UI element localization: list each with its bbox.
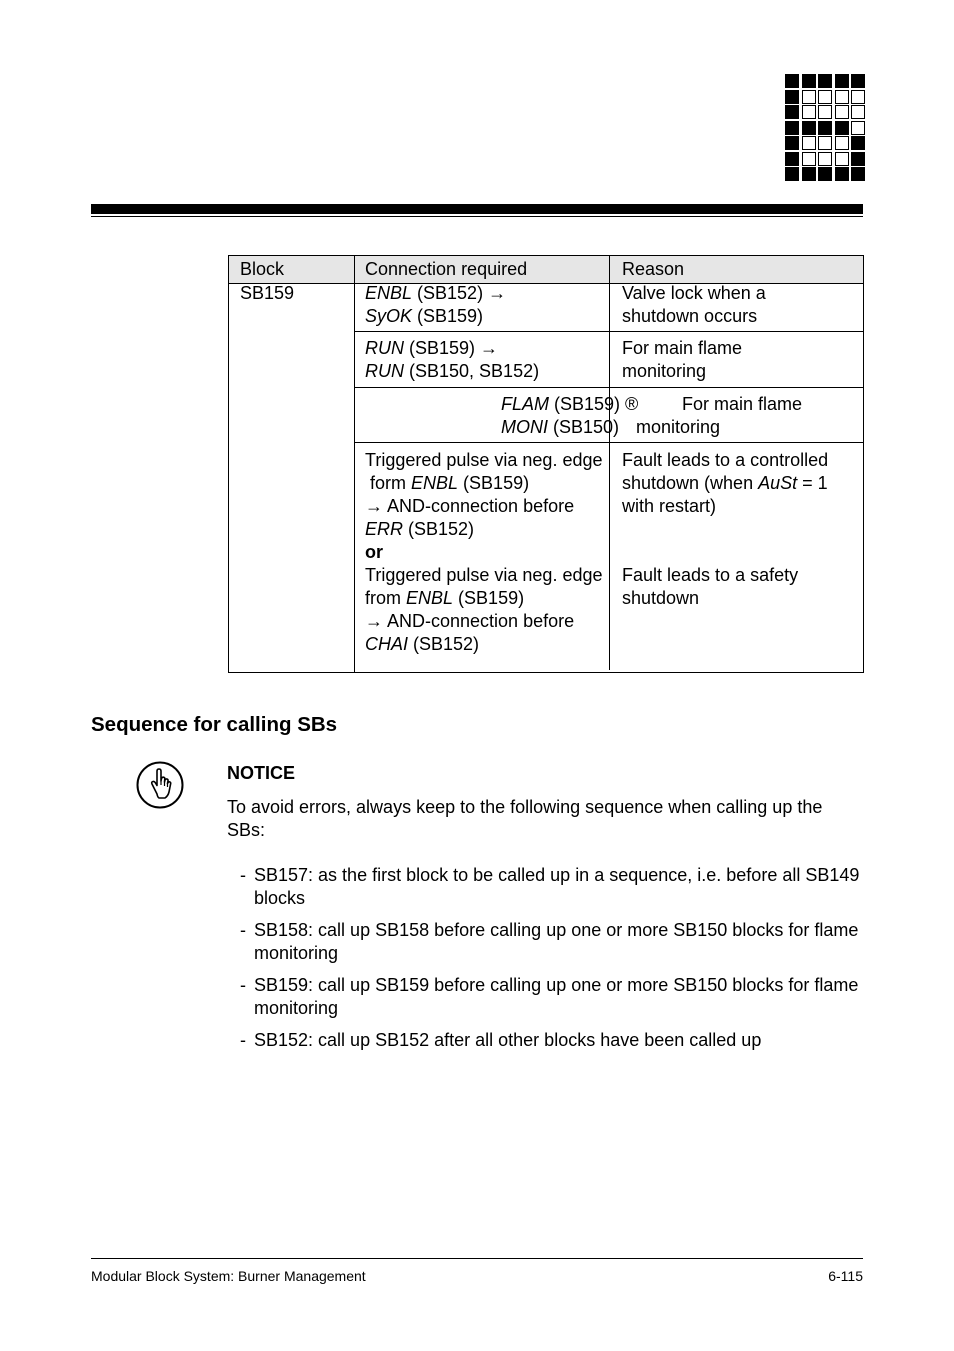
row2-reason-line2: monitoring	[622, 361, 707, 381]
row4-connection-a3: → AND-connection before	[365, 496, 575, 516]
header-connection: Connection required	[365, 259, 528, 279]
row2-reason-line1: For main flame	[622, 338, 743, 358]
row1-connection-line1: ENBL (SB152) →	[365, 283, 507, 303]
footer-rule	[91, 1258, 863, 1259]
notice-title: NOTICE	[227, 763, 296, 783]
grid-logo-icon	[785, 74, 865, 184]
row4-reason-b2: shutdown	[622, 588, 700, 608]
row4-reason-a1: Fault leads to a controlled	[622, 450, 829, 470]
notice-text: To avoid errors, always keep to the following sequence when calling up the SBs:	[227, 797, 823, 840]
row3-reason-line2: monitoring	[636, 417, 721, 437]
row4-connection-b4: CHAI (SB152)	[365, 634, 480, 654]
row2-connection-line2: RUN (SB150, SB152)	[365, 361, 540, 381]
list-item: - SB157: as the first block to be called up in a sequence, i.e. before all SB149 blocks	[240, 865, 860, 908]
list-item: - SB159: call up SB159 before calling up one or more SB150 blocks for flame monitoring	[240, 975, 859, 1018]
row3-connection-line2: MONI (SB150)	[501, 417, 620, 437]
row4-connection-a4: ERR (SB152)	[365, 519, 475, 539]
row1-reason-line1: Valve lock when a	[622, 283, 766, 303]
block-value: SB159	[240, 283, 295, 303]
row3-connection-line1: FLAM (SB159) ®	[501, 394, 639, 414]
header-rule-thin	[91, 216, 863, 217]
row1-reason-line2: shutdown occurs	[622, 306, 758, 326]
row4-connection-a1: Triggered pulse via neg. edge	[365, 450, 603, 470]
list-item: - SB158: call up SB158 before calling up one or more SB150 blocks for flame monitoring	[240, 920, 859, 963]
row4-reason-a2: shutdown (when AuSt = 1	[622, 473, 828, 493]
section-title: Sequence for calling SBs	[91, 713, 338, 736]
row4-reason-b1: Fault leads to a safety	[622, 565, 799, 585]
header-reason: Reason	[622, 259, 685, 279]
list-item: - SB152: call up SB152 after all other blocks have been called up	[240, 1030, 762, 1050]
header-rule	[91, 204, 863, 214]
row4-connection-a2: form ENBL (SB159)	[365, 473, 530, 493]
row3-reason-line1: For main flame	[682, 394, 803, 414]
pointing-hand-icon	[135, 760, 185, 810]
row4-connection-b1: Triggered pulse via neg. edge	[365, 565, 603, 585]
footer-title: Modular Block System: Burner Management	[91, 1268, 366, 1284]
table-header-background	[228, 255, 864, 283]
row1-connection-line2: SyOK (SB159)	[365, 306, 484, 326]
sequence-list	[240, 864, 860, 1061]
page-number: 6-115	[828, 1268, 863, 1284]
connection-table	[228, 255, 864, 673]
row4-or: or	[365, 542, 383, 562]
header-block: Block	[240, 259, 285, 279]
row2-connection-line1: RUN (SB159) →	[365, 338, 499, 358]
row4-connection-b2: from ENBL (SB159)	[365, 588, 525, 608]
row4-reason-a3: with restart)	[622, 496, 717, 516]
row4-connection-b3: → AND-connection before	[365, 611, 575, 631]
